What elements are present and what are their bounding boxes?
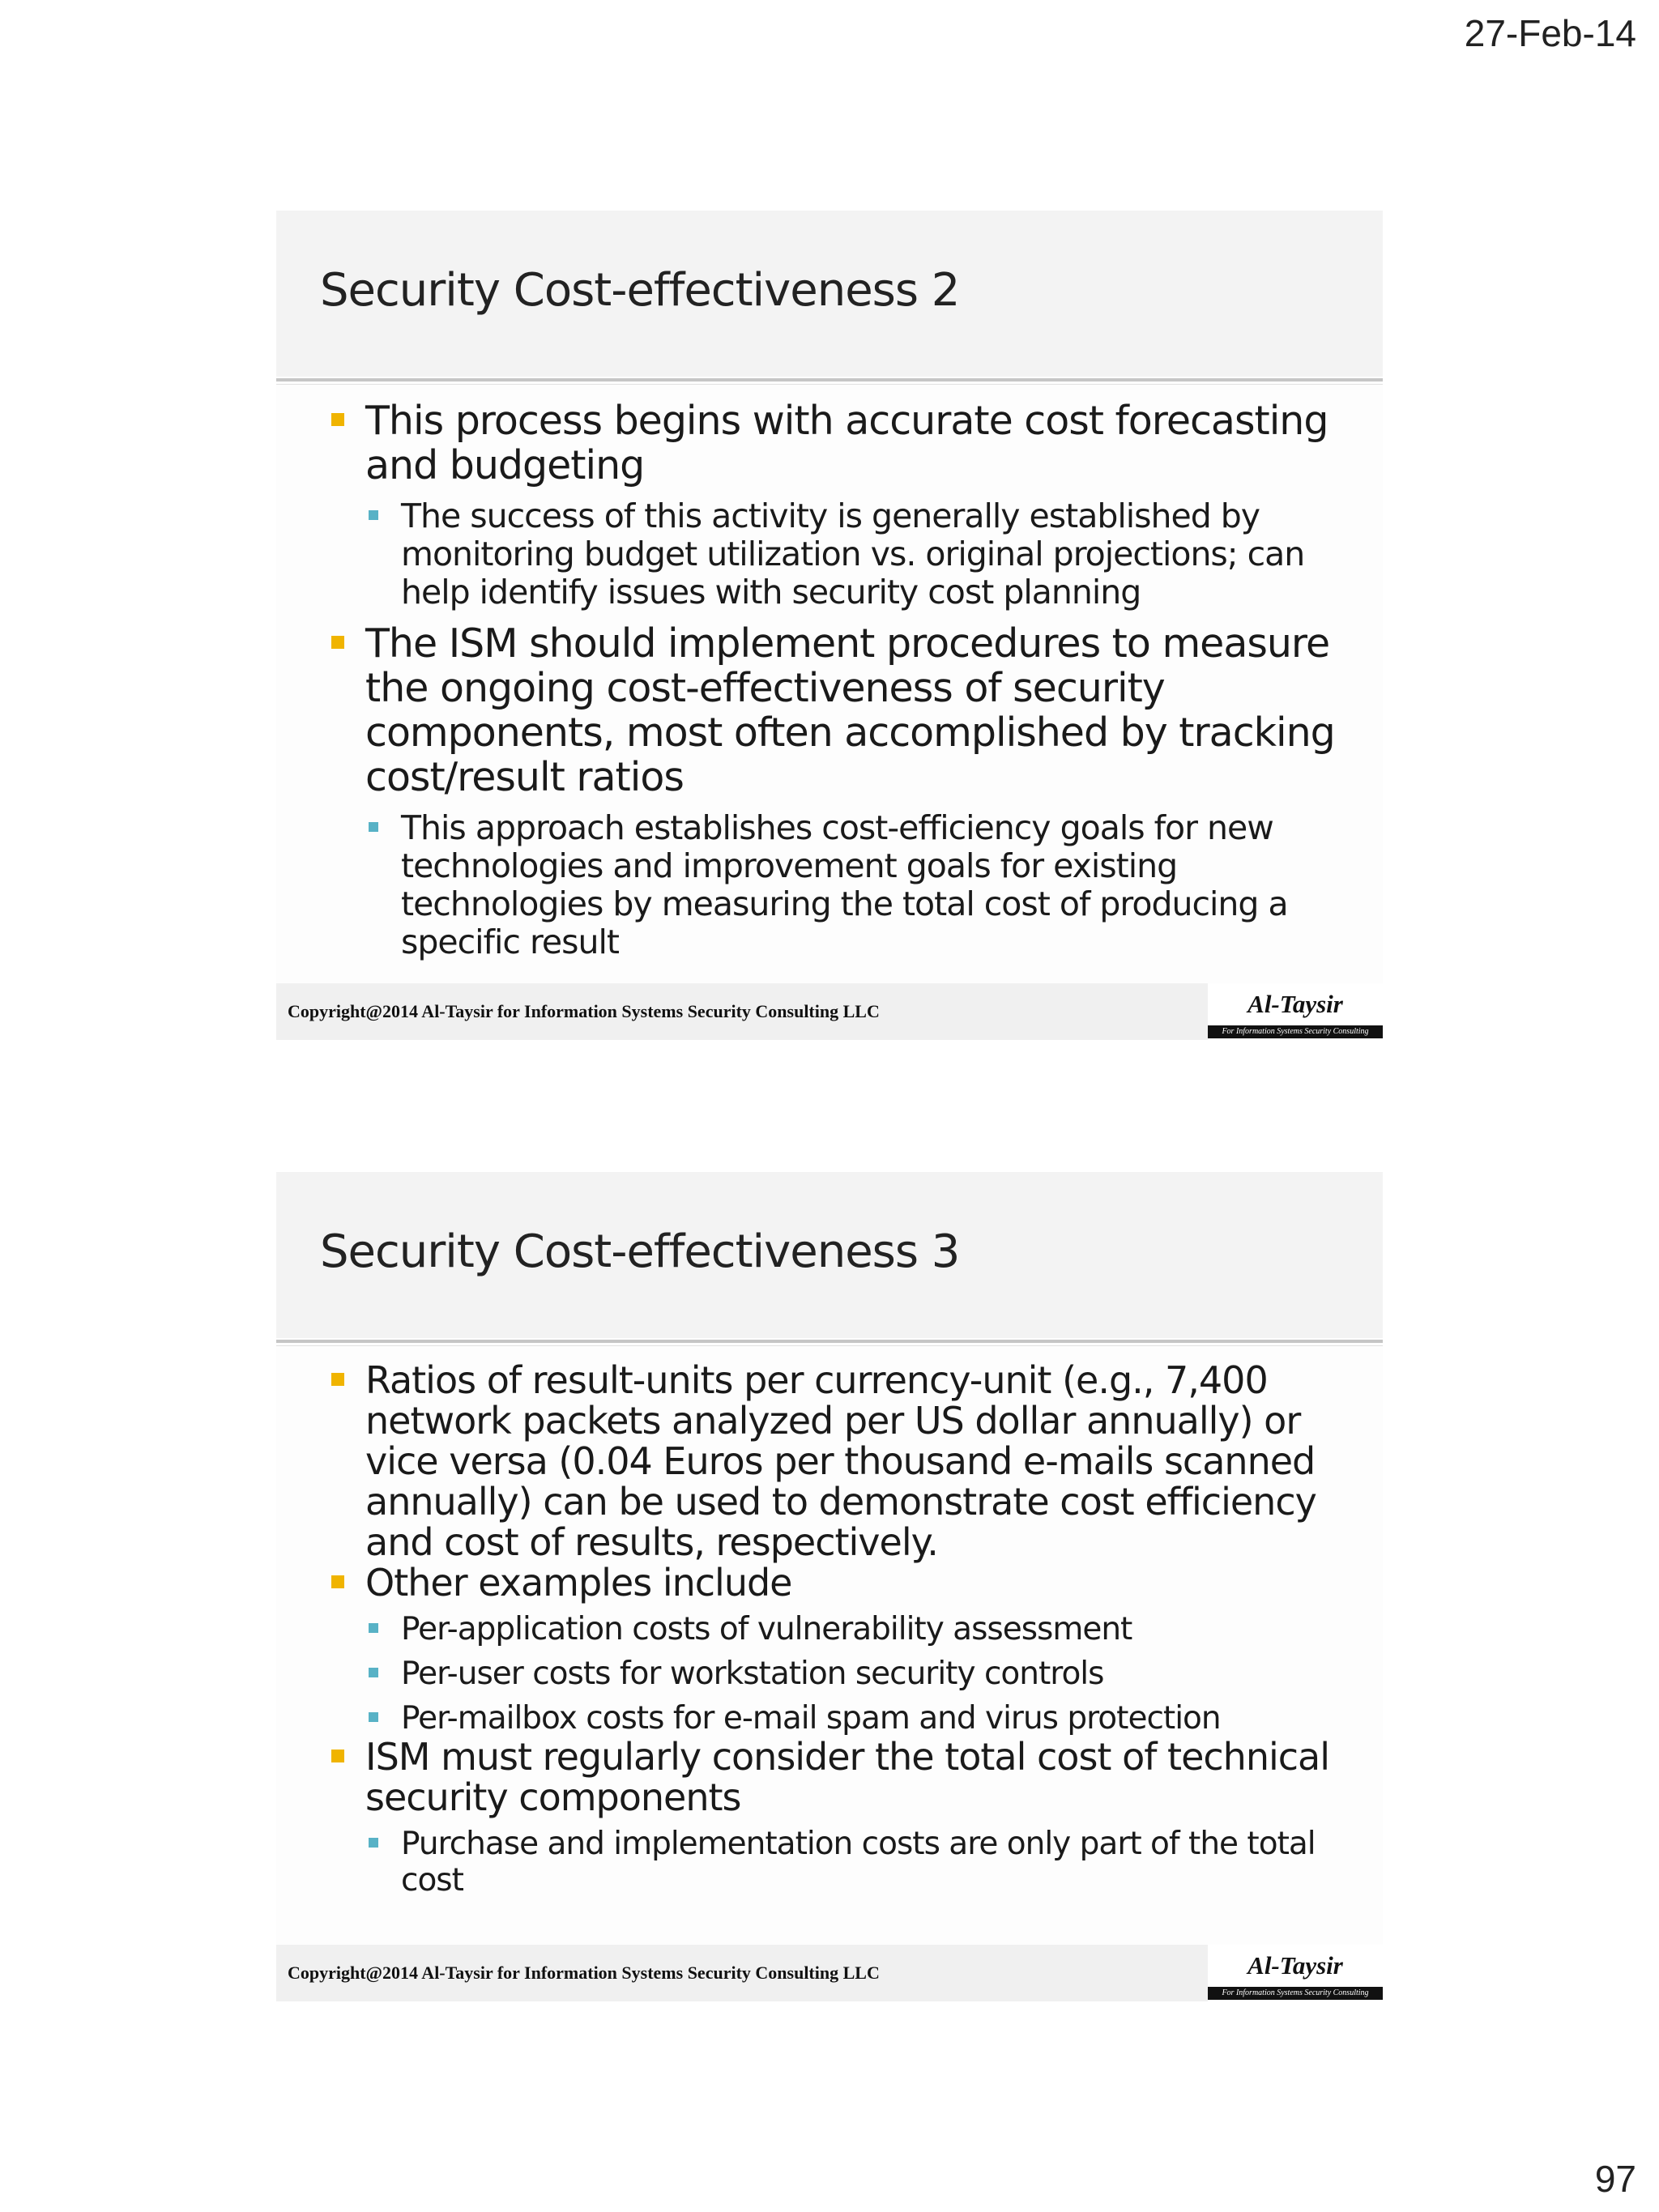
square-bullet-icon xyxy=(369,822,378,832)
sub-bullet-text: The success of this activity is generally established by monitoring budget utilization vs. original projections; can help identify issues with security cost planning xyxy=(401,497,1305,612)
logo-tagline: For Information Systems Security Consulting xyxy=(1208,1025,1383,1038)
header-divider xyxy=(276,378,1383,381)
header-divider-thin xyxy=(276,1345,1383,1346)
copyright-text: Copyright@2014 Al-Taysir for Information Systems Security Consulting LLC xyxy=(288,1963,880,1983)
sub-bullet-item xyxy=(325,809,1342,961)
header-divider xyxy=(276,1340,1383,1343)
sub-bullet-text: Purchase and implementation costs are only part of the total cost xyxy=(401,1826,1316,1899)
square-bullet-icon xyxy=(369,1668,378,1677)
bullet-text: Ratios of result-units per currency-unit (e.g., 7,400 network packets analyzed per US dollar annually) or vice versa (0.04 Euros per thousand e-mails scanned annually) can be used to demonstrate cost efficiency and cost of results, respectively. xyxy=(365,1358,1316,1564)
copyright-text: Copyright@2014 Al-Taysir for Information Systems Security Consulting LLC xyxy=(288,1001,880,1021)
slide-body xyxy=(325,1360,1342,1899)
square-bullet-icon xyxy=(369,1712,378,1722)
logo-tagline: For Information Systems Security Consulting xyxy=(1208,1987,1383,2000)
sub-bullet-item xyxy=(325,1656,1342,1692)
sub-bullet-item xyxy=(325,1611,1342,1647)
slide-footer xyxy=(276,1945,1383,2001)
slide-cost-effectiveness-2 xyxy=(276,211,1383,1040)
bullet-text: ISM must regularly consider the total cost of technical security components xyxy=(365,1735,1330,1819)
square-bullet-icon xyxy=(331,636,344,649)
page-number: 97 xyxy=(1594,2158,1636,2200)
bullet-item xyxy=(325,1562,1342,1603)
slide-cost-effectiveness-3 xyxy=(276,1172,1383,2001)
slide-header xyxy=(276,1172,1383,1338)
logo-name: Al-Taysir xyxy=(1247,1951,1343,1980)
header-divider-thin xyxy=(276,384,1383,385)
slide-title: Security Cost-effectiveness 3 xyxy=(320,1225,960,1278)
sub-bullet-text: Per-mailbox costs for e-mail spam and virus protection xyxy=(401,1700,1221,1737)
bullet-text: The ISM should implement procedures to measure the ongoing cost-effectiveness of security components, most often accomplished by tracking cost/result ratios xyxy=(365,620,1335,800)
bullet-text: This process begins with accurate cost forecasting and budgeting xyxy=(365,398,1328,488)
slide-footer xyxy=(276,983,1383,1040)
sub-bullet-item xyxy=(325,1700,1342,1737)
sub-bullet-text: Per-user costs for workstation security controls xyxy=(401,1656,1104,1692)
company-logo xyxy=(1208,1945,1383,2001)
square-bullet-icon xyxy=(369,1838,378,1848)
bullet-item xyxy=(325,621,1342,799)
slide-body xyxy=(325,399,1342,961)
square-bullet-icon xyxy=(331,413,344,426)
company-logo xyxy=(1208,983,1383,1040)
square-bullet-icon xyxy=(331,1373,344,1386)
sub-bullet-text: This approach establishes cost-efficiency goals for new technologies and improvement goals for existing technologies by measuring the total cost of producing a specific result xyxy=(401,808,1288,961)
sub-bullet-item xyxy=(325,1826,1342,1899)
bullet-item xyxy=(325,399,1342,488)
slide-title: Security Cost-effectiveness 2 xyxy=(320,264,960,317)
square-bullet-icon xyxy=(331,1575,344,1588)
bullet-item xyxy=(325,1737,1342,1818)
bullet-text: Other examples include xyxy=(365,1561,792,1605)
logo-name: Al-Taysir xyxy=(1247,990,1343,1018)
page-date: 27-Feb-14 xyxy=(1464,12,1636,54)
bullet-item xyxy=(325,1360,1342,1562)
square-bullet-icon xyxy=(369,510,378,520)
square-bullet-icon xyxy=(331,1750,344,1762)
sub-bullet-item xyxy=(325,497,1342,612)
sub-bullet-text: Per-application costs of vulnerability assessment xyxy=(401,1611,1132,1647)
slide-header xyxy=(276,211,1383,377)
square-bullet-icon xyxy=(369,1623,378,1633)
